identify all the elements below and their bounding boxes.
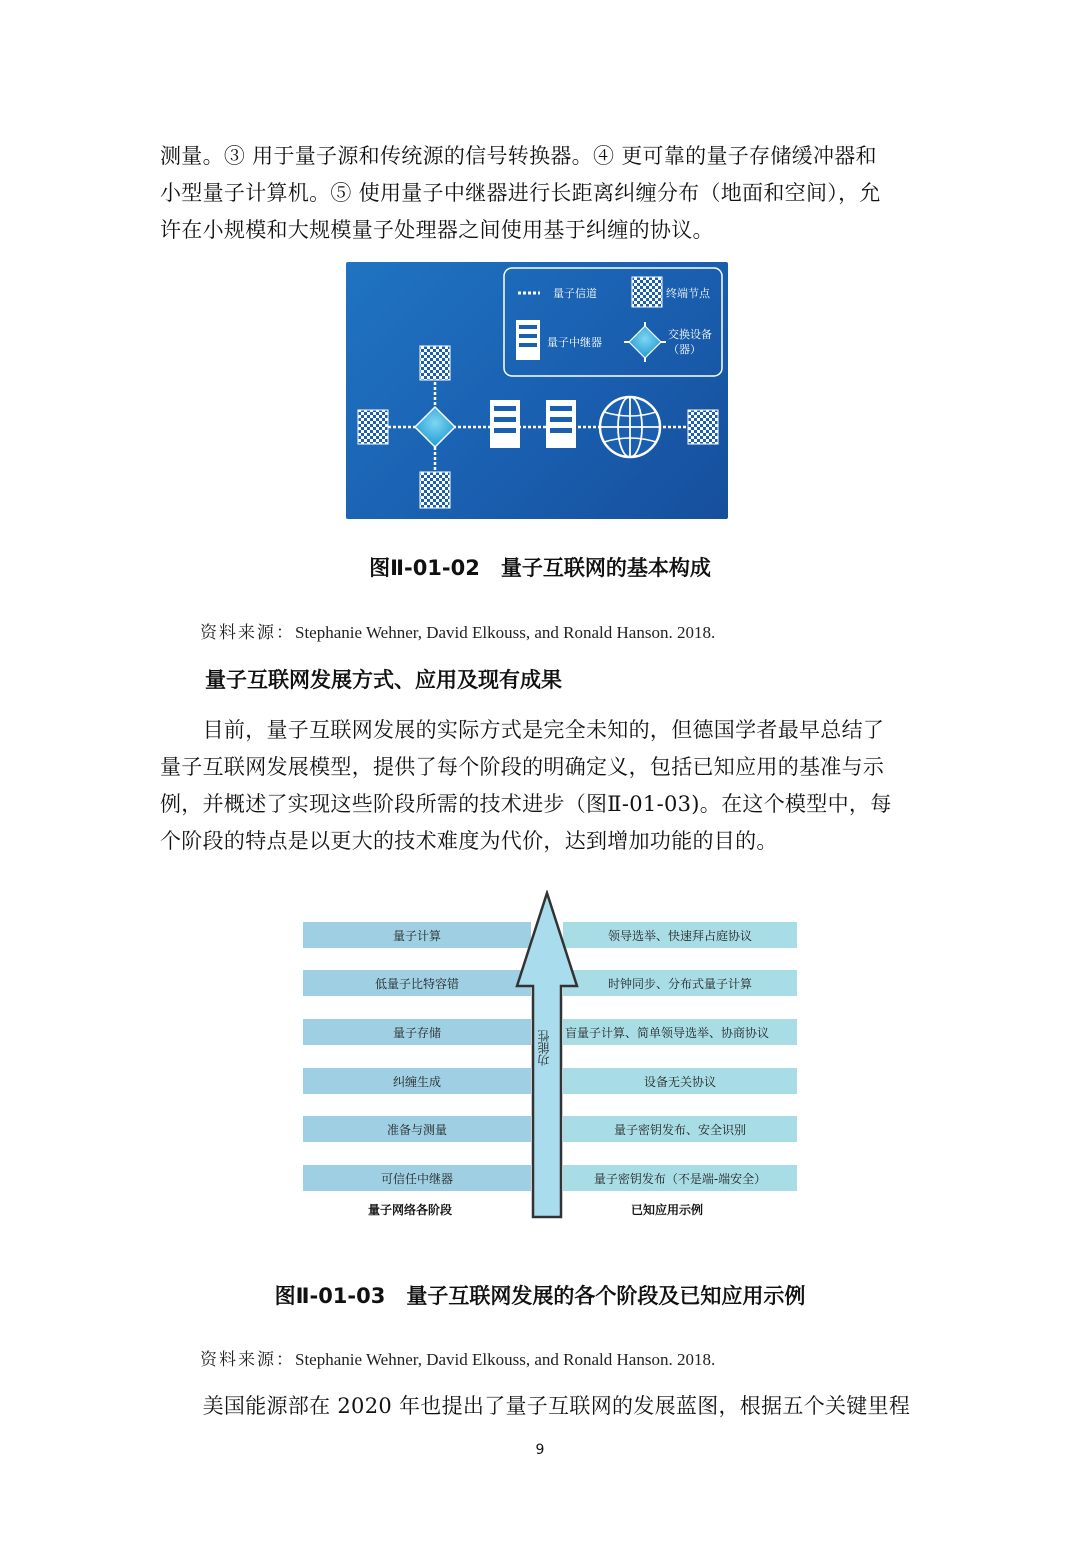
paragraph-line: 美国能源部在 2020 年也提出了量子互联网的发展蓝图，根据五个关键里程 xyxy=(160,1394,911,1418)
application-bar: 设备无关协议 xyxy=(563,1068,797,1094)
paragraph-line: 小型量子计算机。⑤ 使用量子中继器进行长距离纠缠分布（地面和空间），允 xyxy=(160,181,881,205)
arrow-label: 功能性 xyxy=(537,1030,551,1066)
application-bar: 时钟同步、分布式量子计算 xyxy=(563,970,797,996)
figure-2-source xyxy=(200,1345,715,1370)
applications-footer-label: 已知应用示例 xyxy=(631,1203,704,1217)
legend-repeater-icon xyxy=(516,320,540,360)
diagram-graphics xyxy=(346,262,728,519)
stage-bar: 纠缠生成 xyxy=(303,1068,531,1094)
legend-end-node-icon xyxy=(632,277,662,307)
application-bar: 领导选举、快速拜占庭协议 xyxy=(563,922,797,948)
source-label: 资料来源： xyxy=(200,1350,295,1370)
globe-icon xyxy=(600,397,660,457)
legend-channel-label: 量子信道 xyxy=(553,287,597,300)
source-text: Stephanie Wehner, David Elkouss, and Ronald Hanson. 2018. xyxy=(295,1350,716,1369)
stages-footer-label: 量子网络各阶段 xyxy=(368,1203,453,1217)
stage-bar: 量子计算 xyxy=(303,922,531,948)
repeater-2 xyxy=(546,400,576,448)
repeater-1 xyxy=(490,400,520,448)
closing-paragraph xyxy=(160,1388,930,1425)
page-number: 9 xyxy=(535,1442,545,1458)
body-paragraph xyxy=(160,712,930,860)
paragraph-line: 目前，量子互联网发展的实际方式是完全未知的，但德国学者最早总结了 xyxy=(160,718,885,742)
paragraph-line: 例，并概述了实现这些阶段所需的技术进步（图Ⅱ-01-03)。在这个模型中，每 xyxy=(160,792,892,816)
paragraph-line: 测量。③ 用于量子源和传统源的信号转换器。④ 更可靠的量子存储缓冲器和 xyxy=(160,144,877,168)
stage-bar: 可信任中继器 xyxy=(303,1165,531,1191)
application-bar: 盲量子计算、简单领导选举、协商协议 xyxy=(563,1019,797,1045)
paragraph-line: 个阶段的特点是以更大的技术难度为代价，达到增加功能的目的。 xyxy=(160,829,778,853)
paragraph-line: 许在小规模和大规模量子处理器之间使用基于纠缠的协议。 xyxy=(160,218,714,242)
end-node-left xyxy=(358,410,388,444)
end-node-bottom xyxy=(420,472,450,508)
quantum-internet-diagram xyxy=(346,262,728,519)
section-heading: 量子互联网发展方式、应用及现有成果 xyxy=(205,668,562,692)
legend-switch-label: 交换设备 xyxy=(668,328,712,341)
stage-bar: 量子存储 xyxy=(303,1019,531,1045)
end-node-right xyxy=(688,410,718,444)
figure-2-caption: 图Ⅱ-01-03 量子互联网发展的各个阶段及已知应用示例 xyxy=(274,1284,806,1308)
stage-bar: 低量子比特容错 xyxy=(303,970,531,996)
source-label: 资料来源： xyxy=(200,623,295,643)
paragraph-line: 量子互联网发展模型，提供了每个阶段的明确定义，包括已知应用的基准与示 xyxy=(160,755,885,779)
legend-repeater-label: 量子中继器 xyxy=(547,336,602,349)
legend-end-node-label: 终端节点 xyxy=(666,287,710,300)
figure-1-caption: 图Ⅱ-01-02 量子互联网的基本构成 xyxy=(369,556,711,580)
legend-switch-label-2: （器） xyxy=(668,343,701,356)
switch-device xyxy=(415,407,455,447)
application-bar: 量子密钥发布（不是端-端安全） xyxy=(563,1165,797,1191)
stage-bar: 准备与测量 xyxy=(303,1116,531,1142)
intro-paragraph xyxy=(160,138,930,249)
application-bar: 量子密钥发布、安全识别 xyxy=(563,1116,797,1142)
end-node-top xyxy=(420,346,450,380)
figure-1-source xyxy=(200,618,715,643)
source-text: Stephanie Wehner, David Elkouss, and Ronald Hanson. 2018. xyxy=(295,623,716,642)
legend-switch-icon xyxy=(624,322,666,362)
